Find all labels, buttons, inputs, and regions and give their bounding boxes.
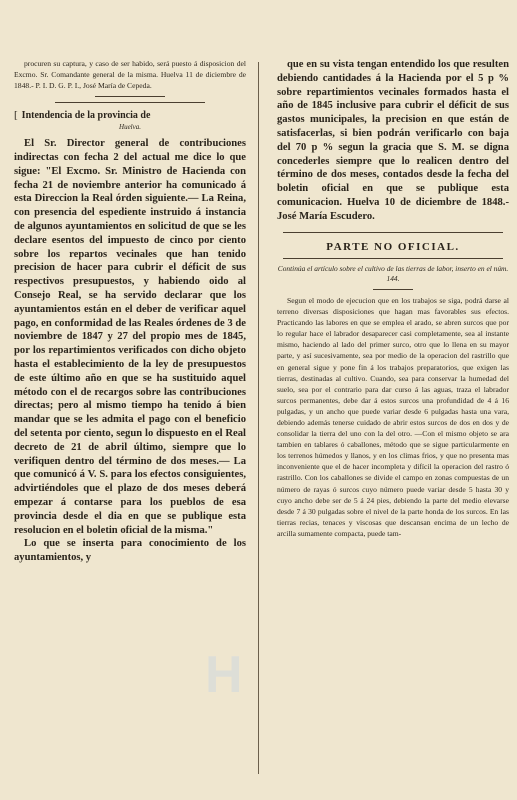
article-body: Segun el modo de ejecucion que en los trabajos se siga, podrá darse al terreno diversas disposiciones que hagan mas favorables sus efectos. Practicando las labores en que se emplea el arado, se abren surcos que por lo regular hace el labrador desaparecer casi completamente, sea al instante mismo, haciendo al lado del primer surco, otro que lo llena en su mayor parte, y así sucesivamente, sea por medio de la operacion del rastrillo que en general sigue y pone fin á los trabajos preparatorios, que exigen las tierras, destinadas al cultivo. Cuando, sea para conservar la humedad del suelo, sea por el contrario para dar curso á las aguas, traza el labrador surcos permanentes, debe dar á estos surcos una profundidad de 4 á 16 pulgadas, y un ancho que puede variar desde 6 pulgadas hasta una vara, debiendo además tenerse cuidado de abrir estos surcos de dos en dos y de consolidar la tierra del uno con la del otro. —Con el mismo objeto se ara tambien en tablares ó caballones, método que se sigue particularmente en los terrenos húmedos y llanos, y en los climas frios, y que no presenta mas inconveniente que el de hacer incompleta y difícil la operacion del rastro ó rastrillo. Con los caballones se divide el campo en zonas compuestas de un número de rayas ó surcos cuyo número puede variar desde 5 hasta 30 y cuyo ancho debe ser de 5 á 24 pies, debiendo la parte del medio elevarse desde 7 á 30 pulgadas sobre el nivel de la parte honda de los surcos. En las tierras recias, tenaces y viscosas que descansan encima de un lecho de arcilla sumamente compacta, puede tam- <box>277 295 509 538</box>
column-divider <box>258 62 259 774</box>
intendencia-heading <box>14 109 246 122</box>
section-rule <box>55 102 205 103</box>
short-rule <box>95 96 165 97</box>
title-rule <box>283 258 503 259</box>
right-column <box>277 58 509 539</box>
heading-subtitle: Huelva. <box>119 123 141 132</box>
left-column <box>14 58 246 565</box>
double-rule <box>283 232 503 233</box>
continuation-note: Continúa el artículo sobre el cultivo de las tierras de labor, inserto en el núm. 144. <box>277 263 509 283</box>
parte-no-oficial-title: PARTE NO OFICIAL. <box>326 240 460 253</box>
bracket-mark: [ <box>14 109 18 122</box>
left-body-continuation: Lo que se inserta para conocimiento de los ayuntamientos, y <box>14 538 246 564</box>
short-rule-2 <box>373 289 413 290</box>
left-body: El Sr. Director general de contribuciones indirectas con fecha 2 del actual me dice lo que sigue: "El Excmo. Sr. Ministro de Hacienda con fecha 21 de noviembre anterior ha comunicado á esta Direccion la Real órden siguiente.— La Reina, con presencia del espediente instruido á instancia de algunos ayuntamientos en solicitud de que se les declare esentos del impuesto de cinco por ciento sobre los repartos vecinales que han tenido precision de hacer para cubrir el déficit de sus respectivos presupuestos, y habiendo oido al Consejo Real, se ha servido declarar que los ayuntamientos están en el deber de verificar aquel pago, en conformidad de las Reales órdenes de 3 de noviembre de 1847 y 27 del propio mes de 1845, por los repartimientos verificados con dicho objeto hasta el establecimiento de la ley de presupuestos de este último año en que se ha sustituido aquel método con el de recargos sobre las contribuciones directas; pero al mismo tiempo ha tenido á bien mandar que se les admita el pago con el beneficio del setenta por ciento, segun lo dispuesto en el Real decreto de 21 de abril último, siempre que lo verifiquen dentro del término de dos meses.— La que comunicó á V. S. para los efectos consiguientes, advirtiéndoles que el plazo de dos meses deberá empezar á contarse para los pueblos de esa provincia desde el dia en que se publique esta resolucion en el boletin oficial de la misma." <box>14 138 246 536</box>
top-note: procuren su captura, y caso de ser habido, será puesto á disposicion del Excmo. Sr. Comandante general de la misma. Huelva 11 de diciembre de 1848.- P. I. D. G. P. I., José María de Cepeda. <box>14 59 246 91</box>
heading-text: Intendencia de la provincia de <box>21 110 151 122</box>
library-watermark: H <box>205 646 249 704</box>
right-body: que en su vista tengan entendido los que resulten debiendo cantidades á la Hacienda por el 5 p % sobre repartimientos vecinales formados hasta el año de 1845 inclusive para cubrir el déficit de sus gastos municipales, la precision en que están de satisfacerlas, si bien podrán verificarlo con baja del 70 p % segun la gracia que S. M. se digna concederles siempre que lo realicen dentro del término de dos meses, contados desde la fecha del boletin oficial en que se publique esta comunicacion. Huelva 10 de diciembre de 1848.- José María Escudero. <box>277 59 509 222</box>
